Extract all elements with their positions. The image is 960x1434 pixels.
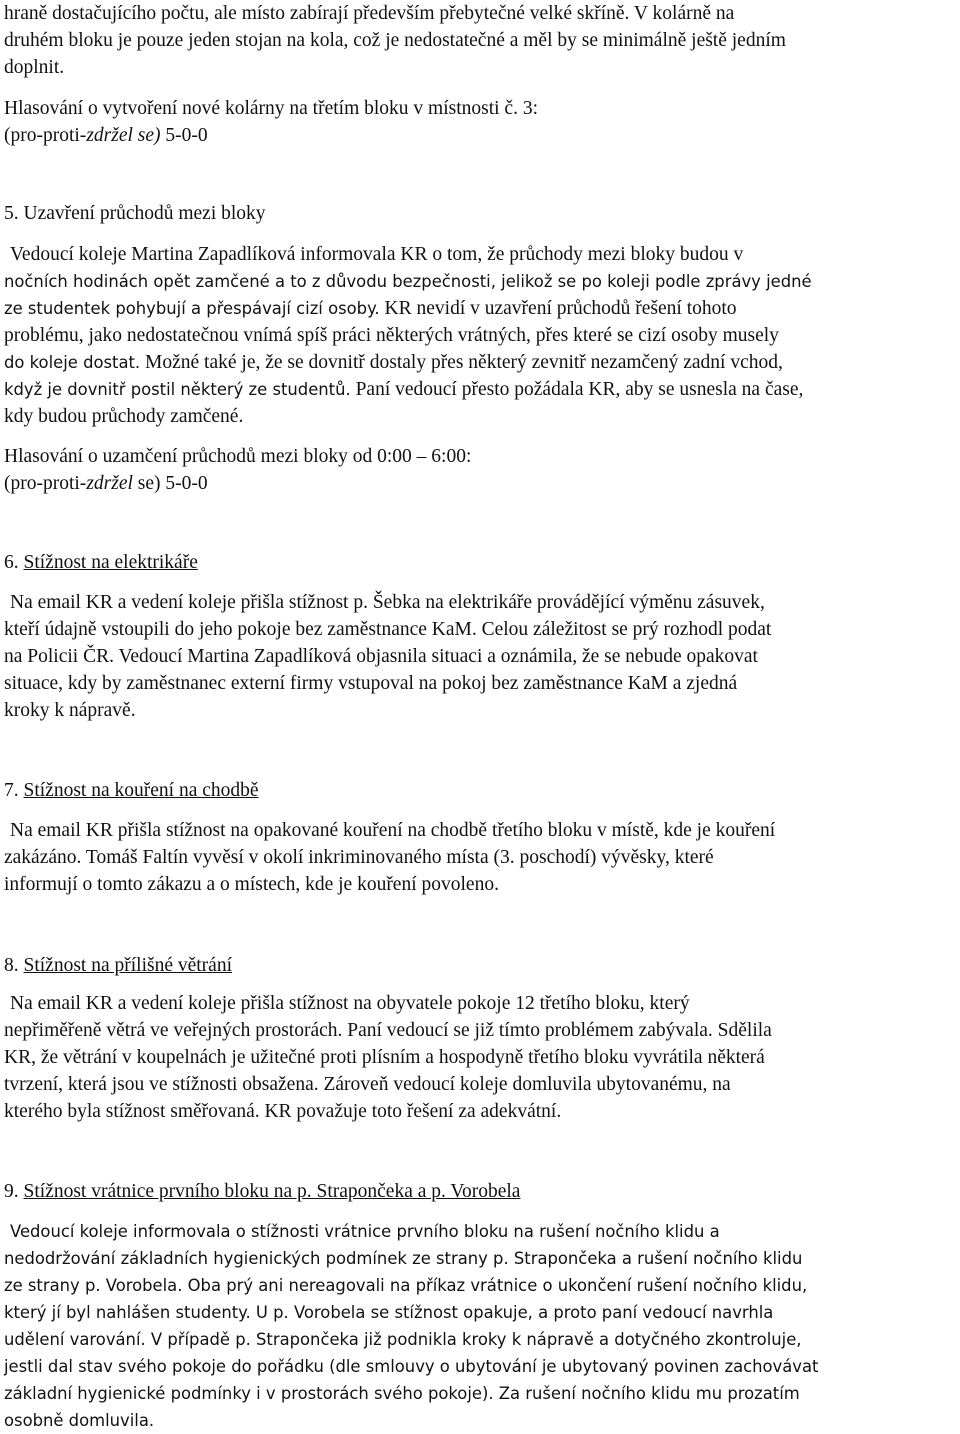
text-line: doplnit. (4, 57, 65, 78)
text-span: nočních hodinách opět zamčené a to z důvodu bezpečnosti, jelikož se po koleji podle zprávy jedné (4, 272, 812, 291)
vote-prefix: (pro-proti- (4, 125, 87, 146)
section-title-text: Stížnost na elektrikáře (23, 552, 198, 573)
text-line: informují o tomto zákazu a o místech, kde je kouření povoleno. (4, 874, 499, 895)
text-line: Na email KR přišla stížnost na opakované kouření na chodbě třetího bloku v místě, kde je kouření (10, 820, 776, 841)
text-span: Možné také je, že se dovnitř dostaly přes některý zevnitř nezamčený zadní vchod, (140, 352, 783, 373)
section-9-body (4, 1218, 956, 1434)
text-line: Na email KR a vedení koleje přišla stížnost na obyvatele pokoje 12 třetího bloku, který (10, 993, 690, 1014)
text-line (4, 349, 956, 376)
text-line: udělení varování. V případě p. Strapončeka již podnikla kroky k nápravě a dotyčného zkontroluje, (4, 1330, 802, 1349)
vote-count: se) 5-0-0 (132, 473, 208, 494)
section-6-body (4, 589, 956, 724)
text-line: Hlasování o vytvoření nové kolárny na třetím bloku v místnosti č. 3: (4, 98, 539, 119)
text-line: problému, jako nedostatečnou vnímá spíš práci některých vrátných, přes které se cizí osoby musely (4, 325, 779, 346)
text-line (4, 268, 956, 295)
section-title-text: Stížnost vrátnice prvního bloku na p. Strapončeka a p. Vorobela (23, 1181, 521, 1202)
text-line: Hlasování o uzamčení průchodů mezi bloky od 0:00 – 6:00: (4, 446, 472, 467)
section-7-heading (4, 777, 956, 804)
text-line: kdy budou průchody zamčené. (4, 406, 244, 427)
text-line: na Policii ČR. Vedoucí Martina Zapadlíková objasnila situaci a oznámila, že se nebude opakovat (4, 646, 758, 667)
section-title (4, 952, 956, 979)
text-line (4, 295, 956, 322)
vote-result (4, 470, 956, 497)
text-line: situace, kdy by zaměstnanec externí firmy vstupoval na pokoj bez zaměstnance KaM a zjedná (4, 673, 738, 694)
text-span: ze studentek pohybují a přespávají cizí osoby. (4, 299, 380, 318)
text-line: nepřiměřeně větrá ve veřejných prostorách. Paní vedoucí se již tímto problémem zabývala. Sdělila (4, 1020, 772, 1041)
text-line: osobně domluvila. (4, 1411, 155, 1430)
section-9-heading (4, 1178, 956, 1205)
text-span: do koleje dostat. (4, 353, 141, 372)
text-span: když je dovnitř postil některý ze studentů. (4, 380, 351, 399)
text-line: zakázáno. Tomáš Faltín vyvěsí v okolí inkriminovaného místa (3. poschodí) vývěsky, které (4, 847, 714, 868)
section-7-body (4, 817, 956, 898)
vote-kolarna (4, 95, 956, 149)
text-line (4, 376, 956, 403)
vote-pruchody (4, 443, 956, 497)
vote-count: 5-0-0 (160, 125, 208, 146)
section-title-text: Stížnost na kouření na chodbě (23, 780, 259, 801)
section-title (4, 549, 956, 576)
text-line: KR, že větrání v koupelnách je užitečné proti plísním a hospodyně třetího bloku vyvrátila některá (4, 1047, 765, 1068)
text-line: Vedoucí koleje informovala o stížnosti vrátnice prvního bloku na rušení nočního klidu a (10, 1222, 720, 1241)
section-number: 8. (4, 955, 19, 976)
section-title: 5. Uzavření průchodů mezi bloky (4, 203, 266, 224)
intro-paragraph (4, 0, 956, 81)
text-line: Na email KR a vedení koleje přišla stížnost p. Šebka na elektrikáře provádějící výměnu zásuvek, (10, 592, 765, 613)
section-title (4, 777, 956, 804)
text-line: kteří údajně vstoupili do jeho pokoje bez zaměstnance KaM. Celou záležitost se prý rozhodl podat (4, 619, 772, 640)
text-line: nedodržování základních hygienických podmínek ze strany p. Strapončeka a rušení nočního klidu (4, 1249, 803, 1268)
section-number: 7. (4, 780, 19, 801)
vote-italic: zdržel (86, 473, 133, 494)
section-8-heading (4, 952, 956, 979)
text-line: který jí byl nahlášen studenty. U p. Vorobela se stížnost opakuje, a proto paní vedoucí navrhla (4, 1303, 774, 1322)
text-line: druhém bloku je pouze jeden stojan na kola, což je nedostatečné a měl by se minimálně ještě jedním (4, 30, 786, 51)
section-5-heading (4, 200, 956, 227)
section-number: 9. (4, 1181, 19, 1202)
section-number: 6. (4, 552, 19, 573)
vote-prefix: (pro-proti- (4, 473, 87, 494)
section-title-text: Stížnost na přílišné větrání (23, 955, 233, 976)
text-line: Vedoucí koleje Martina Zapadlíková informovala KR o tom, že průchody mezi bloky budou v (10, 244, 744, 265)
section-6-heading (4, 549, 956, 576)
text-line: jestli dal stav svého pokoje do pořádku (dle smlouvy o ubytování je ubytovaný povinen zachovávat (4, 1357, 819, 1376)
text-line: kroky k nápravě. (4, 700, 136, 721)
section-title (4, 1178, 956, 1205)
section-5-body (4, 241, 956, 430)
vote-italic: zdržel se) (86, 125, 161, 146)
vote-result (4, 122, 956, 149)
section-8-body (4, 990, 956, 1125)
text-line: ze strany p. Vorobela. Oba prý ani nereagovali na příkaz vrátnice o ukončení rušení nočního klidu, (4, 1276, 808, 1295)
text-line: kterého byla stížnost směřovaná. KR považuje toto řešení za adekvátní. (4, 1101, 562, 1122)
text-line: hraně dostačujícího počtu, ale místo zabírají především přebytečné velké skříně. V kolárně na (4, 3, 735, 24)
text-span: KR nevidí v uzavření průchodů řešení tohoto (379, 298, 737, 319)
text-line: tvrzení, která jsou ve stížnosti obsažena. Zároveň vedoucí koleje domluvila ubytovanému, na (4, 1074, 731, 1095)
text-span: Paní vedoucí přesto požádala KR, aby se usnesla na čase, (350, 379, 804, 400)
text-line: základní hygienické podmínky i v prostorách svého pokoje). Za rušení nočního klidu mu prozatím (4, 1384, 800, 1403)
